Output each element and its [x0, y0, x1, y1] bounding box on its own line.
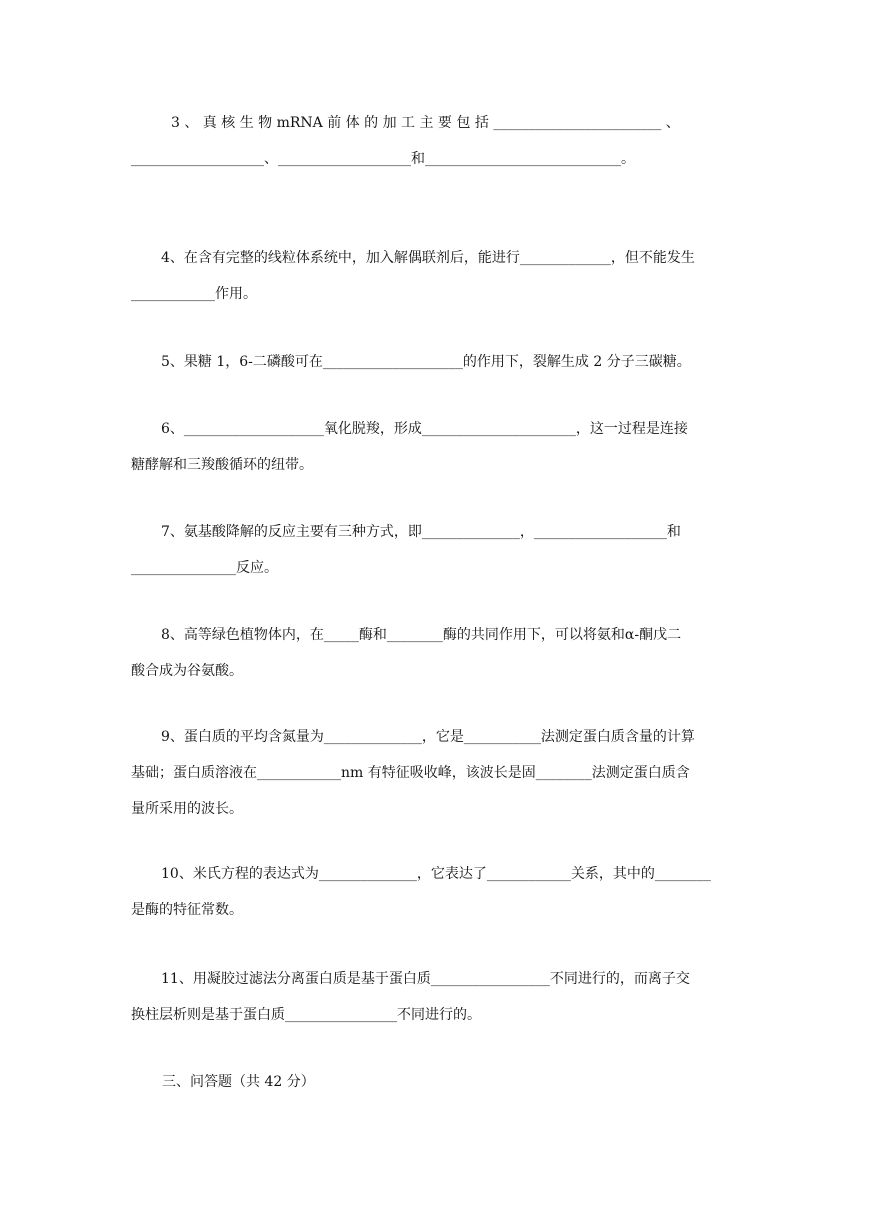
question-3: [131, 105, 739, 177]
question-3-line-1: 3 、 真 核 生 物 mRNA 前 体 的 加 工 主 要 包 括 ________________________ 、: [171, 115, 680, 131]
question-8-line-1: 8、高等绿色植物体内，在_____酶和________酶的共同作用下，可以将氨和α-酮戊二: [161, 627, 682, 643]
question-11: [131, 961, 739, 1033]
question-10-line-2: 是酶的特征常数。: [131, 902, 243, 918]
question-8-line-2: 酸合成为谷氨酸。: [131, 663, 243, 679]
question-4-line-2: ____________作用。: [131, 286, 257, 302]
question-4-line-1: 4、在含有完整的线粒体系统中，加入解偶联剂后，能进行_____________，但不能发生: [161, 250, 695, 266]
question-9-line-1: 9、蛋白质的平均含氮量为______________，它是___________法测定蛋白质含量的计算: [161, 729, 695, 745]
question-3-line-2: ___________________、___________________和____________________________。: [131, 151, 635, 167]
question-7-line-1: 7、氨基酸降解的反应主要有三种方式，即______________，___________________和: [161, 524, 681, 540]
question-5-line-1: 5、果糖 1，6-二磷酸可在____________________的作用下，裂解生成 2 分子三碳糖。: [161, 354, 691, 370]
section-3-heading: 三、问答题（共 42 分）: [162, 1074, 315, 1090]
question-10-line-1: 10、米氏方程的表达式为______________，它表达了____________关系，其中的________: [161, 866, 711, 882]
question-4: [131, 240, 739, 312]
question-9: [131, 719, 739, 827]
question-10: [131, 856, 739, 928]
question-6-line-1: 6、____________________氧化脱羧，形成______________________，这一过程是连接: [161, 421, 688, 437]
question-7: [131, 514, 739, 586]
question-11-line-1: 11、用凝胶过滤法分离蛋白质是基于蛋白质_________________不同进行的，而离子交: [161, 971, 690, 987]
question-6: [131, 411, 739, 483]
question-6-line-2: 糖酵解和三羧酸循环的纽带。: [131, 457, 313, 473]
question-9-line-3: 量所采用的波长。: [131, 801, 243, 817]
question-5: [131, 344, 739, 380]
question-7-line-2: _______________反应。: [131, 560, 278, 576]
question-8: [131, 617, 739, 689]
question-9-line-2: 基础；蛋白质溶液在____________nm 有特征吸收峰，该波长是固________法测定蛋白质含: [131, 765, 690, 781]
question-11-line-2: 换柱层析则是基于蛋白质________________不同进行的。: [131, 1007, 481, 1023]
